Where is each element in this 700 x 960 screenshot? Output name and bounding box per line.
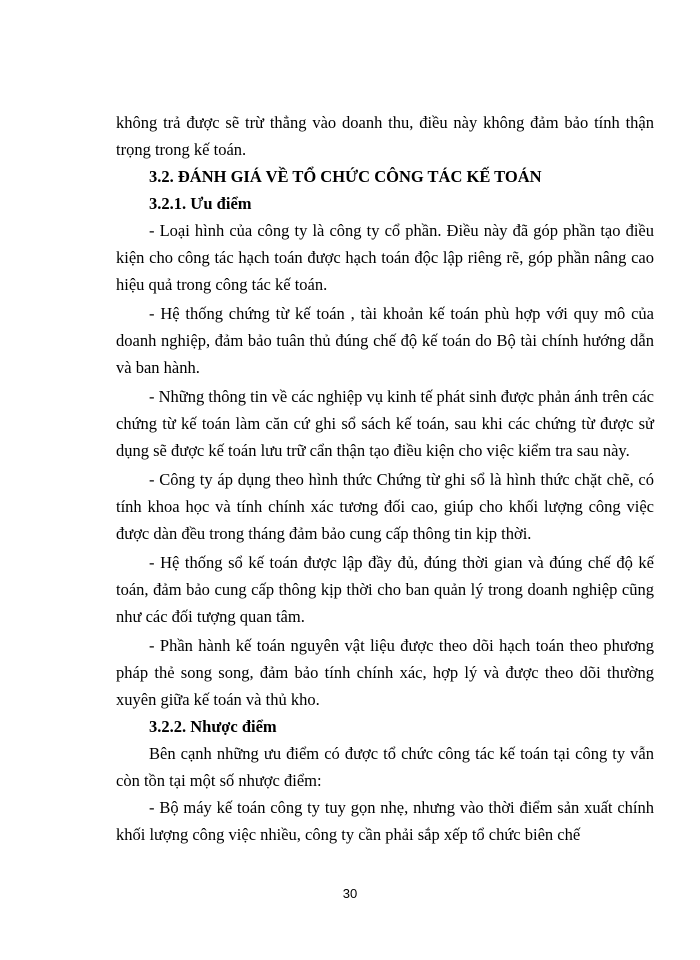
paragraph-advantage-6: - Phần hành kế toán nguyên vật liệu được theo dõi hạch toán theo phương pháp thẻ song song, đảm bảo tính chính xác, hợp lý và được theo dõi thường xuyên giữa kế toán và thủ kho. xyxy=(116,636,654,709)
paragraph-advantage-1: - Loại hình của công ty là công ty cổ phần. Điều này đã góp phần tạo điều kiện cho công tác hạch toán được hạch toán độc lập riêng rẽ, góp phần nâng cao hiệu quả trong công tác kế toán. xyxy=(116,221,654,294)
subsection-heading-advantages: 3.2.1. Ưu điểm xyxy=(149,194,252,213)
paragraph-advantage-3: - Những thông tin về các nghiệp vụ kinh tế phát sinh được phản ánh trên các chứng từ kế toán làm căn cứ ghi sổ sách kế toán, sau khi các chứng từ được sử dụng sẽ được kế toán lưu trữ cẩn thận tạo điều kiện cho việc kiểm tra sau này. xyxy=(116,387,654,460)
subsection-heading-disadvantages: 3.2.2. Nhược điểm xyxy=(149,717,277,736)
paragraph-continuation: không trả được sẽ trừ thẳng vào doanh thu, điều này không đảm bảo tính thận trọng trong kế toán. xyxy=(116,113,654,159)
paragraph-disadvantage-intro: Bên cạnh những ưu điểm có được tổ chức công tác kế toán tại công ty vẫn còn tồn tại một số nhược điểm: xyxy=(116,744,654,790)
paragraph-advantage-4: - Công ty áp dụng theo hình thức Chứng từ ghi sổ là hình thức chặt chẽ, có tính khoa học và tính chính xác tương đối cao, giúp cho khối lượng công việc được dàn đều trong tháng đảm bảo cung cấp thông tin kịp thời. xyxy=(116,470,654,543)
page-number: 30 xyxy=(342,886,358,901)
paragraph-advantage-2: - Hệ thống chứng từ kế toán , tài khoản kế toán phù hợp với quy mô của doanh nghiệp, đảm bảo tuân thủ đúng chế độ kế toán do Bộ tài chính hướng dẫn và ban hành. xyxy=(116,304,654,377)
section-heading-3-2: 3.2. ĐÁNH GIÁ VỀ TỔ CHỨC CÔNG TÁC KẾ TOÁN xyxy=(149,167,542,186)
paragraph-advantage-5: - Hệ thống sổ kế toán được lập đầy đủ, đúng thời gian và đúng chế độ kế toán, đảm bảo cung cấp thông kịp thời cho ban quản lý trong doanh nghiệp cũng như các đối tượng quan tâm. xyxy=(116,553,654,626)
paragraph-disadvantage-1: - Bộ máy kế toán công ty tuy gọn nhẹ, nhưng vào thời điểm sản xuất chính khối lượng công việc nhiều, công ty cần phải sắp xếp tổ chức biên chế xyxy=(116,798,654,844)
